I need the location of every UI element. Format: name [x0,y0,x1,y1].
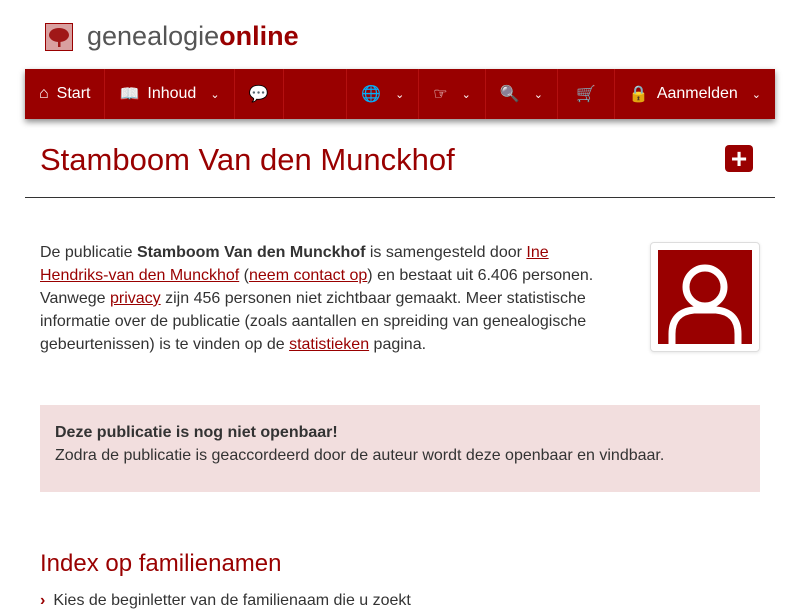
main-nav [25,69,775,119]
user-icon [658,250,752,344]
nav-inhoud-label: Inhoud [147,85,197,102]
not-public-alert [40,405,760,492]
page-title: Stamboom Van den Munckhof [40,142,455,177]
logo-text: genealogieonline [87,21,299,51]
index-hint-text: Kies de beginletter van de familienaam die u zoekt [53,592,411,609]
index-hint [40,592,411,610]
chevron-down-icon: ⌄ [533,88,543,101]
nav-login-label: Aanmelden [656,85,738,102]
chevron-down-icon: ⌄ [395,88,405,101]
alert-text: Zodra de publicatie is geaccordeerd door de auteur wordt deze openbaar en vindbaar. [55,447,665,464]
cart-icon: 🛒 [575,86,596,103]
book-icon: 📖 [119,86,140,103]
divider [25,197,775,198]
nav-cart[interactable] [558,69,615,119]
chevron-down-icon: ⌄ [210,88,220,101]
plus-icon: + [730,143,748,174]
home-icon: ⌂ [39,85,49,102]
privacy-link[interactable]: privacy [109,290,161,307]
nav-start[interactable] [25,69,105,119]
translate-icon: 🌐 [361,86,382,103]
chevron-down-icon: ⌄ [751,88,761,101]
publication-intro: De publicatie Stamboom Van den Munckhof is samengesteld door Ine Hendriks-van den Munckhof (neem contact op) en bestaat uit 6.406 personen. Vanwege privacy zijn 456 personen niet zichtbaar gemaakt. Meer statistische informatie over de publicatie (zoals aantallen en spreiding van genealogische gebeurtenissen) is te vinden op de statistieken pagina. [40,244,594,353]
tree-logo-icon [45,23,73,51]
add-button[interactable] [725,145,753,172]
alert-title: Deze publicatie is nog niet openbaar! [55,424,338,441]
contact-link[interactable]: neem contact op [249,267,368,284]
comments-icon: 💬 [248,86,269,103]
lock-icon: 🔒 [628,86,649,103]
statistics-link[interactable]: statistieken [289,336,370,353]
nav-language[interactable] [346,69,419,119]
logo[interactable] [45,21,299,52]
nav-forum[interactable] [235,69,284,119]
author-avatar[interactable] [650,242,760,352]
hand-pointer-icon: ☞ [433,86,448,103]
search-icon: 🔍 [499,86,520,103]
chevron-right-icon: › [40,592,46,609]
index-heading: Index op familienamen [40,550,282,577]
chevron-down-icon: ⌄ [461,88,471,101]
nav-inhoud[interactable] [105,69,234,119]
author-link[interactable]: Ine Hendriks-van den Munckhof [40,244,549,284]
nav-start-label: Start [56,85,91,102]
nav-pointer[interactable] [419,69,486,119]
nav-search[interactable] [486,69,558,119]
nav-login[interactable] [615,69,775,119]
